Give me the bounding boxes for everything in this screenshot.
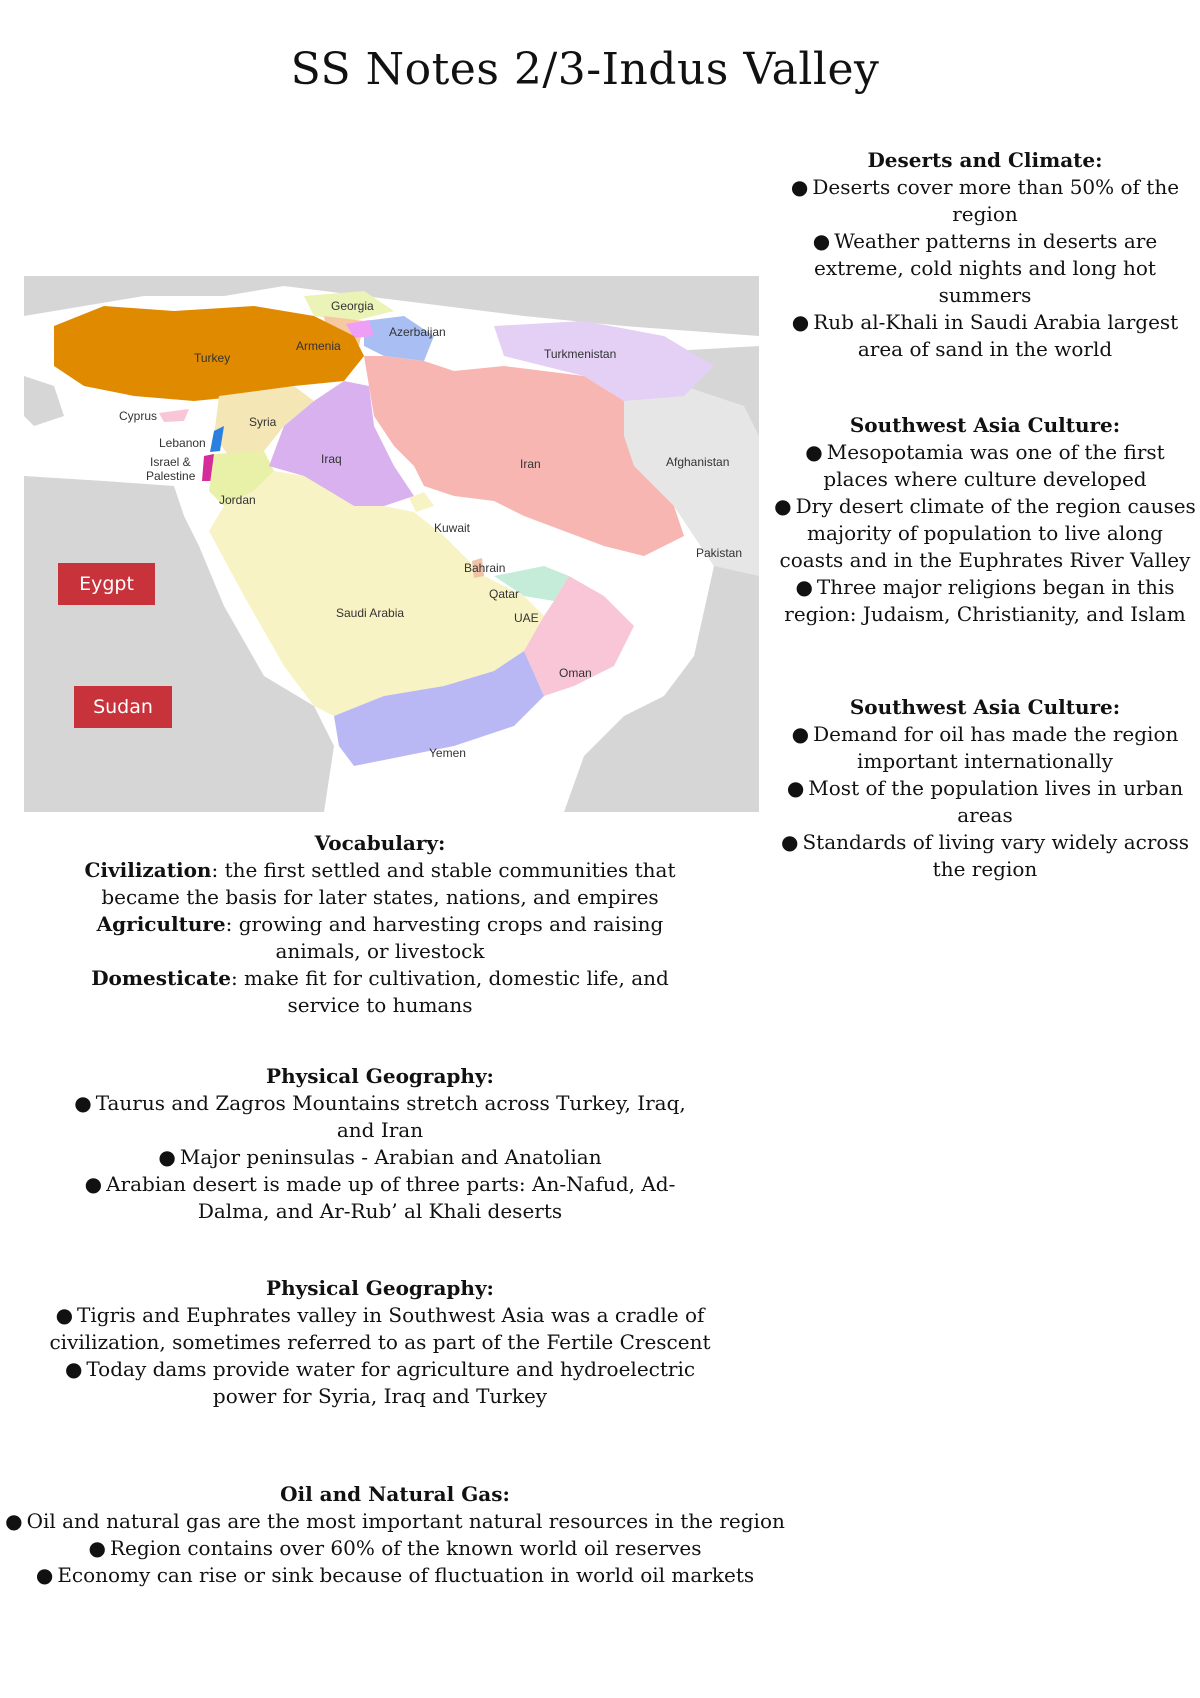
culture1-line: coasts and in the Euphrates River Valley — [779, 548, 1191, 572]
culture1-heading: Southwest Asia Culture: — [849, 413, 1121, 437]
bullet-icon: ● — [88, 1536, 106, 1560]
deserts-line: region — [952, 202, 1018, 226]
phys2-section — [10, 1275, 750, 1410]
oil-line: ● Oil and natural gas are the most important natural resources in the region — [5, 1509, 785, 1533]
vocab-line: became the basis for later states, nations, and empires — [101, 885, 659, 909]
bullet-icon: ● — [158, 1145, 176, 1169]
phys2-line: civilization, sometimes referred to as part of the Fertile Crescent — [49, 1330, 711, 1354]
map-label-kuwait: Kuwait — [434, 521, 471, 535]
bullet-icon: ● — [74, 1091, 92, 1115]
vocab-agriculture: Agriculture: growing and harvesting crops and raising — [96, 912, 664, 936]
map-label-armenia: Armenia — [296, 339, 341, 353]
bullet-icon: ● — [55, 1303, 74, 1327]
phys1-line: ● Taurus and Zagros Mountains stretch across Turkey, Iraq, — [74, 1091, 686, 1115]
culture2-section — [770, 694, 1200, 883]
bullet-icon: ● — [84, 1172, 103, 1196]
culture1-line: region: Judaism, Christianity, and Islam — [784, 602, 1186, 626]
deserts-line: ● Rub al-Khali in Saudi Arabia largest — [791, 310, 1179, 334]
phys1-line: ● Major peninsulas - Arabian and Anatolian — [158, 1145, 602, 1169]
map-label-israel: Israel & — [150, 455, 191, 469]
culture1-line: ● Dry desert climate of the region causes — [774, 494, 1196, 518]
map-label-uae: UAE — [514, 611, 539, 625]
phys1-heading: Physical Geography: — [266, 1064, 494, 1088]
culture2-line: ● Standards of living vary widely across — [781, 830, 1189, 854]
phys2-line: ● Today dams provide water for agriculture and hydroelectric — [64, 1357, 696, 1381]
oil-heading: Oil and Natural Gas: — [280, 1482, 510, 1506]
vocab-domesticate: Domesticate: make fit for cultivation, domestic life, and — [91, 966, 669, 990]
map-label-afghanistan: Afghanistan — [666, 455, 730, 469]
map-label-syria: Syria — [249, 415, 277, 429]
culture2-heading: Southwest Asia Culture: — [849, 695, 1121, 719]
map-label-palestine: Palestine — [146, 469, 196, 483]
map-label-qatar: Qatar — [489, 587, 520, 601]
deserts-line: ● Weather patterns in deserts are — [812, 229, 1158, 253]
phys1-line: Dalma, and Ar-Rub’ al Khali deserts — [197, 1199, 563, 1223]
oil-line: ● Economy can rise or sink because of fluctuation in world oil markets — [35, 1563, 755, 1587]
map-label-iraq: Iraq — [321, 452, 342, 466]
vocab-line: service to humans — [287, 993, 473, 1017]
map-label-cyprus: Cyprus — [119, 409, 158, 423]
deserts-section — [770, 147, 1200, 363]
bullet-icon: ● — [786, 776, 805, 800]
map-label-saudi-arabia: Saudi Arabia — [336, 606, 405, 620]
culture1-line: places where culture developed — [823, 467, 1147, 491]
map-label-lebanon: Lebanon — [159, 436, 206, 450]
bullet-icon: ● — [774, 494, 792, 518]
map-label-yemen: Yemen — [429, 746, 466, 760]
culture1-section — [770, 412, 1200, 628]
oil-line: ● Region contains over 60% of the known world oil reserves — [88, 1536, 702, 1560]
bullet-icon: ● — [795, 575, 813, 599]
map-label-turkey: Turkey — [194, 351, 231, 365]
vocab-line: animals, or livestock — [275, 939, 485, 963]
map-label-georgia: Georgia — [331, 299, 374, 313]
vocab-section — [10, 830, 750, 1019]
bullet-icon: ● — [5, 1509, 23, 1533]
middle-east-map — [24, 276, 759, 812]
vocab-heading: Vocabulary: — [314, 831, 446, 855]
bullet-icon: ● — [812, 229, 831, 253]
phys2-line: power for Syria, Iraq and Turkey — [212, 1384, 548, 1408]
bullet-icon: ● — [805, 440, 823, 464]
map-label-iran: Iran — [520, 457, 541, 471]
map-label-bahrain: Bahrain — [464, 561, 506, 575]
bullet-icon: ● — [791, 310, 810, 334]
culture1-line: majority of population to live along — [807, 521, 1163, 545]
map-label-azerbaijan: Azerbaijan — [389, 325, 446, 339]
phys1-section — [10, 1063, 750, 1225]
map-label-pakistan: Pakistan — [696, 546, 743, 560]
page-title: SS Notes 2/3-Indus Valley — [290, 44, 880, 95]
sudan-badge: Sudan — [74, 686, 172, 728]
culture1-line: ● Mesopotamia was one of the first — [805, 440, 1165, 464]
bullet-icon: ● — [781, 830, 799, 854]
deserts-heading: Deserts and Climate: — [867, 148, 1103, 172]
deserts-line: area of sand in the world — [857, 337, 1113, 361]
phys1-line: and Iran — [336, 1118, 424, 1142]
culture2-line: important internationally — [857, 749, 1113, 773]
phys2-heading: Physical Geography: — [266, 1276, 494, 1300]
culture2-line: areas — [957, 803, 1013, 827]
culture2-line: the region — [932, 857, 1038, 881]
vocab-civilization: Civilization: the first settled and stable communities that — [84, 858, 676, 882]
bullet-icon: ● — [35, 1563, 54, 1587]
deserts-line: extreme, cold nights and long hot — [814, 256, 1156, 280]
map-label-turkmenistan: Turkmenistan — [544, 347, 617, 361]
bullet-icon: ● — [790, 175, 809, 199]
map-label-jordan: Jordan — [219, 493, 256, 507]
phys1-line: ● Arabian desert is made up of three parts: An-Nafud, Ad- — [84, 1172, 676, 1196]
phys2-line: ● Tigris and Euphrates valley in Southwest Asia was a cradle of — [55, 1303, 705, 1327]
culture2-line: ● Demand for oil has made the region — [791, 722, 1179, 746]
map-label-oman: Oman — [559, 666, 592, 680]
culture2-line: ● Most of the population lives in urban — [786, 776, 1184, 800]
oil-section — [0, 1481, 790, 1589]
culture1-line: ● Three major religions began in this — [795, 575, 1175, 599]
deserts-line: ● Deserts cover more than 50% of the — [790, 175, 1180, 199]
egypt-badge: Eygpt — [58, 563, 155, 605]
bullet-icon: ● — [64, 1357, 83, 1381]
deserts-line: summers — [938, 283, 1032, 307]
bullet-icon: ● — [791, 722, 810, 746]
